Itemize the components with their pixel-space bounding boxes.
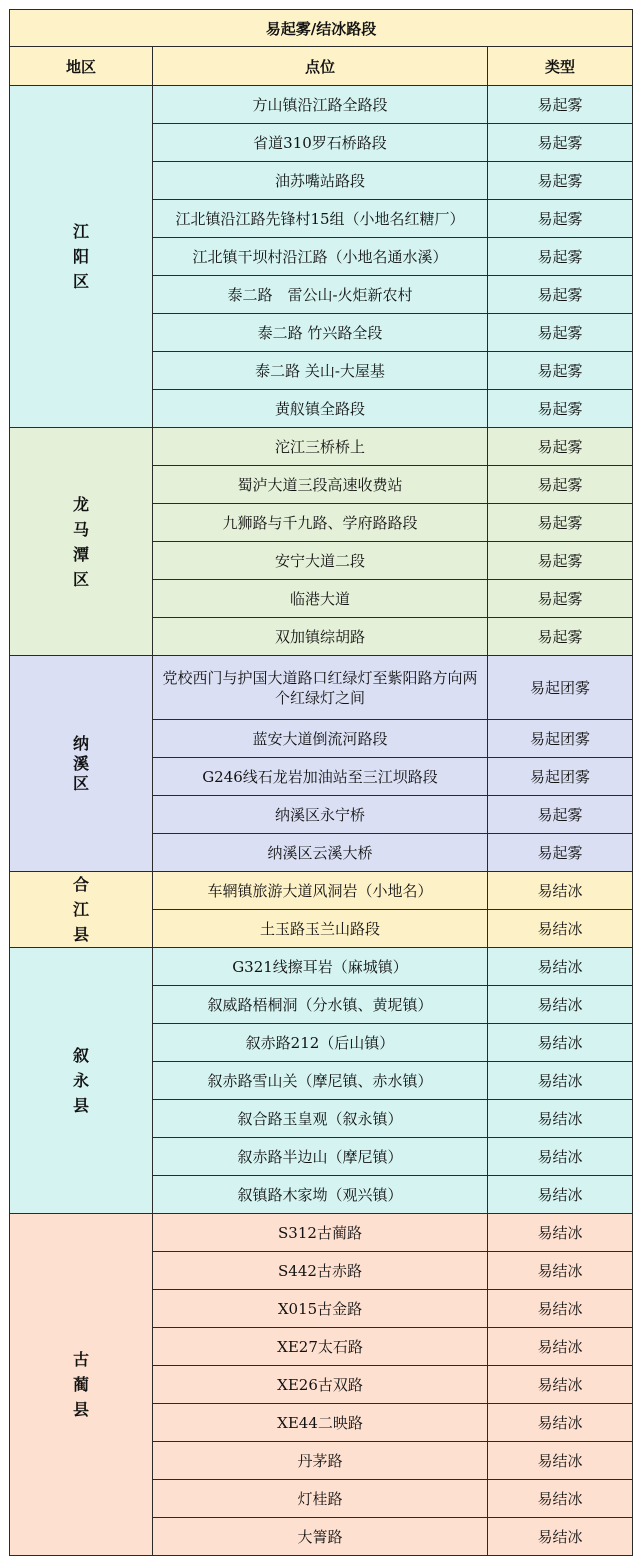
- spot-text: 叙赤路雪山关（摩尼镇、赤水镇）: [207, 1072, 433, 1090]
- table-row: [10, 872, 633, 910]
- road-table: [9, 9, 633, 1556]
- spot-cell: [153, 1024, 488, 1062]
- region-label: 龙马潭区: [73, 494, 90, 589]
- table-row: [10, 656, 633, 720]
- type-cell: 易起雾: [488, 542, 633, 580]
- type-cell: 易起雾: [488, 276, 633, 314]
- spot-text: 方山镇沿江路全路段: [252, 96, 388, 114]
- column-header-type: 类型: [488, 47, 633, 86]
- type-cell: 易起雾: [488, 796, 633, 834]
- spot-text: 安宁大道二段: [274, 552, 365, 570]
- type-cell: 易起雾: [488, 428, 633, 466]
- spot-cell: [153, 1290, 488, 1328]
- type-cell: 易结冰: [488, 1404, 633, 1442]
- region-label: 合江县: [73, 875, 90, 944]
- spot-text: 叙镇路木家坳（观兴镇）: [237, 1186, 403, 1204]
- spot-text: XE44二映路: [277, 1414, 363, 1432]
- spot-cell: [153, 1214, 488, 1252]
- spot-cell: [153, 352, 488, 390]
- type-cell: 易起雾: [488, 162, 633, 200]
- spot-text: 临港大道: [289, 590, 350, 608]
- spot-text: G321线擦耳岩（麻城镇）: [232, 958, 408, 976]
- header-row: [10, 47, 633, 86]
- spot-text: 叙赤路半边山（摩尼镇）: [237, 1148, 403, 1166]
- type-cell: 易起雾: [488, 124, 633, 162]
- type-cell: 易起雾: [488, 238, 633, 276]
- spot-cell: [153, 1442, 488, 1480]
- spot-text: 九狮路与千九路、学府路路段: [222, 514, 418, 532]
- spot-text: 泰二路 关山-大屋基: [255, 362, 385, 380]
- spot-cell: [153, 618, 488, 656]
- region-cell: [10, 428, 153, 656]
- spot-text: 省道310罗石桥路段: [253, 134, 387, 152]
- spot-cell: [153, 986, 488, 1024]
- region-label: 江阳区: [73, 222, 90, 291]
- spot-text: 油苏嘴站路段: [274, 172, 365, 190]
- type-cell: 易起团雾: [488, 656, 633, 720]
- type-cell: 易结冰: [488, 1138, 633, 1176]
- type-cell: 易起雾: [488, 466, 633, 504]
- spot-text: X015古金路: [277, 1300, 363, 1318]
- type-cell: 易结冰: [488, 1518, 633, 1556]
- spot-cell: [153, 162, 488, 200]
- spot-cell: [153, 1328, 488, 1366]
- spot-text: 蓝安大道倒流河路段: [252, 730, 388, 748]
- spot-text: 双加镇综胡路: [274, 628, 365, 646]
- region-label: 叙永县: [73, 1046, 90, 1115]
- spot-text: 灯桂路: [297, 1490, 343, 1508]
- spot-cell: [153, 1404, 488, 1442]
- spot-text: 车辋镇旅游大道风洞岩（小地名）: [207, 882, 433, 900]
- spot-text: G246线石龙岩加油站至三江坝路段: [202, 768, 438, 786]
- spot-cell: [153, 1480, 488, 1518]
- spot-cell: [153, 1100, 488, 1138]
- spot-text: 蜀泸大道三段高速收费站: [237, 476, 403, 494]
- spot-cell: [153, 910, 488, 948]
- spot-text: 叙合路玉皇观（叙永镇）: [237, 1110, 403, 1128]
- type-cell: 易结冰: [488, 948, 633, 986]
- spot-cell: [153, 542, 488, 580]
- spot-cell: [153, 1176, 488, 1214]
- spot-text: 纳溪区云溪大桥: [267, 844, 373, 862]
- type-cell: 易起团雾: [488, 720, 633, 758]
- type-cell: 易起雾: [488, 390, 633, 428]
- table-row: [10, 948, 633, 986]
- spot-text: XE27太石路: [277, 1338, 363, 1356]
- spot-text: 土玉路玉兰山路段: [259, 920, 380, 938]
- type-cell: 易起雾: [488, 834, 633, 872]
- spot-text: S312古蔺路: [278, 1224, 362, 1242]
- type-cell: 易起雾: [488, 314, 633, 352]
- spot-text: 纳溪区永宁桥: [274, 806, 365, 824]
- spot-text: S442古赤路: [278, 1262, 362, 1280]
- spot-text: 泰二路 竹兴路全段: [257, 324, 383, 342]
- spot-cell: [153, 656, 488, 720]
- type-cell: 易起团雾: [488, 758, 633, 796]
- type-cell: 易结冰: [488, 1328, 633, 1366]
- spot-cell: [153, 1366, 488, 1404]
- table-body: [10, 86, 633, 1556]
- spot-cell: [153, 124, 488, 162]
- spot-cell: [153, 948, 488, 986]
- spot-text: 党校西门与护国大道路口红绿灯至紫阳路方向两个红绿灯之间: [162, 668, 478, 707]
- type-cell: 易起雾: [488, 352, 633, 390]
- spot-text: 叙威路梧桐洞（分水镇、黄坭镇）: [207, 996, 433, 1014]
- column-header-spot: 点位: [153, 47, 488, 86]
- type-cell: 易结冰: [488, 986, 633, 1024]
- spot-cell: [153, 1252, 488, 1290]
- region-cell: [10, 1214, 153, 1556]
- spot-cell: [153, 872, 488, 910]
- spot-cell: [153, 238, 488, 276]
- type-cell: 易结冰: [488, 1214, 633, 1252]
- spot-text: 叙赤路212（后山镇）: [245, 1034, 395, 1052]
- spot-cell: [153, 86, 488, 124]
- spot-cell: [153, 504, 488, 542]
- region-label: 古蔺县: [73, 1350, 90, 1419]
- type-cell: 易结冰: [488, 1100, 633, 1138]
- type-cell: 易起雾: [488, 618, 633, 656]
- table-row: [10, 1214, 633, 1252]
- type-cell: 易起雾: [488, 504, 633, 542]
- spot-cell: [153, 276, 488, 314]
- region-label: 纳溪区: [73, 733, 90, 793]
- spot-text: XE26古双路: [277, 1376, 363, 1394]
- column-header-region: 地区: [10, 47, 153, 86]
- spot-cell: [153, 580, 488, 618]
- spot-text: 黄舣镇全路段: [274, 400, 365, 418]
- spot-text: 江北镇干坝村沿江路（小地名通水溪）: [192, 248, 448, 266]
- region-cell: [10, 656, 153, 872]
- type-cell: 易结冰: [488, 910, 633, 948]
- spot-cell: [153, 796, 488, 834]
- spot-cell: [153, 834, 488, 872]
- spot-text: 大箐路: [297, 1528, 343, 1546]
- type-cell: 易结冰: [488, 1366, 633, 1404]
- type-cell: 易结冰: [488, 1062, 633, 1100]
- spot-text: 江北镇沿江路先锋村15组（小地名红糖厂）: [175, 210, 465, 228]
- table-row: [10, 86, 633, 124]
- table-title: 易起雾/结冰路段: [10, 10, 633, 47]
- table-row: [10, 428, 633, 466]
- type-cell: 易起雾: [488, 200, 633, 238]
- spot-cell: [153, 390, 488, 428]
- type-cell: 易结冰: [488, 1176, 633, 1214]
- spot-cell: [153, 314, 488, 352]
- spot-text: 丹茅路: [297, 1452, 343, 1470]
- type-cell: 易结冰: [488, 1480, 633, 1518]
- spot-cell: [153, 1518, 488, 1556]
- region-cell: [10, 872, 153, 948]
- type-cell: 易结冰: [488, 1252, 633, 1290]
- title-row: [10, 10, 633, 47]
- type-cell: 易结冰: [488, 1024, 633, 1062]
- spot-cell: [153, 466, 488, 504]
- spot-cell: [153, 720, 488, 758]
- region-cell: [10, 948, 153, 1214]
- spot-text: 沱江三桥桥上: [274, 438, 365, 456]
- type-cell: 易结冰: [488, 872, 633, 910]
- spot-text: 泰二路 雷公山-火炬新农村: [227, 286, 413, 304]
- spot-cell: [153, 1138, 488, 1176]
- type-cell: 易起雾: [488, 86, 633, 124]
- spot-cell: [153, 428, 488, 466]
- type-cell: 易起雾: [488, 580, 633, 618]
- region-cell: [10, 86, 153, 428]
- type-cell: 易结冰: [488, 1290, 633, 1328]
- spot-cell: [153, 200, 488, 238]
- spot-cell: [153, 1062, 488, 1100]
- type-cell: 易结冰: [488, 1442, 633, 1480]
- spot-cell: [153, 758, 488, 796]
